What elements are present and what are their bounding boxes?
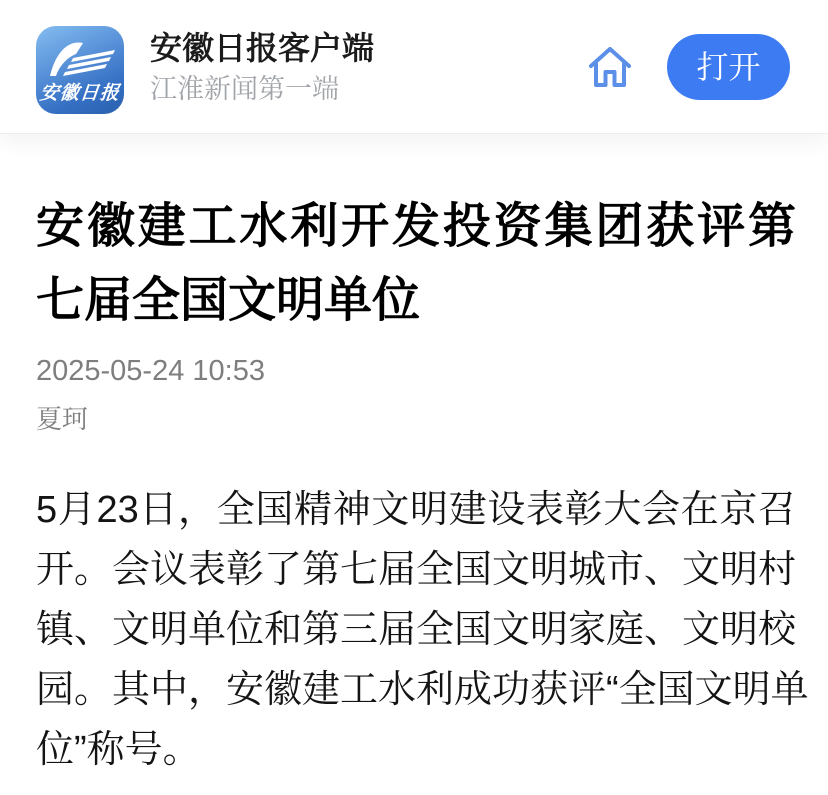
sail-logo-icon: [36, 34, 124, 80]
app-banner: [0, 0, 828, 134]
article-body-line: 镇、文明单位和第三届全国文明家庭、文明校: [36, 609, 797, 651]
home-button[interactable]: [585, 42, 635, 92]
open-app-button[interactable]: 打开: [667, 34, 790, 100]
article-title-line: 七届全国文明单位: [36, 274, 421, 327]
publish-time: 2025-05-24 10:53: [36, 355, 265, 387]
article-title: [36, 190, 796, 338]
home-icon: [585, 42, 635, 92]
article-title-line: 安徽建工水利开发投资集团获评第: [36, 200, 796, 253]
banner-actions: [585, 34, 790, 100]
app-icon-label: 安徽日报: [38, 82, 121, 104]
app-tagline: 江淮新闻第一端: [150, 73, 339, 104]
author-name: 夏珂: [36, 404, 89, 434]
app-banner-text: [150, 28, 585, 106]
article-body-line: 位”称号。: [36, 729, 201, 771]
article-body-line: 园。其中，安徽建工水利成功获评“全国文明单: [36, 669, 809, 711]
article-body-line: 开。会议表彰了第七届全国文明城市、文明村: [36, 549, 797, 591]
article-body-line: 5月23日，全国精神文明建设表彰大会在京召: [36, 489, 796, 531]
article-body: [36, 480, 809, 780]
app-icon: [36, 26, 124, 114]
article: [36, 190, 809, 780]
app-name: 安徽日报客户端: [150, 29, 375, 66]
